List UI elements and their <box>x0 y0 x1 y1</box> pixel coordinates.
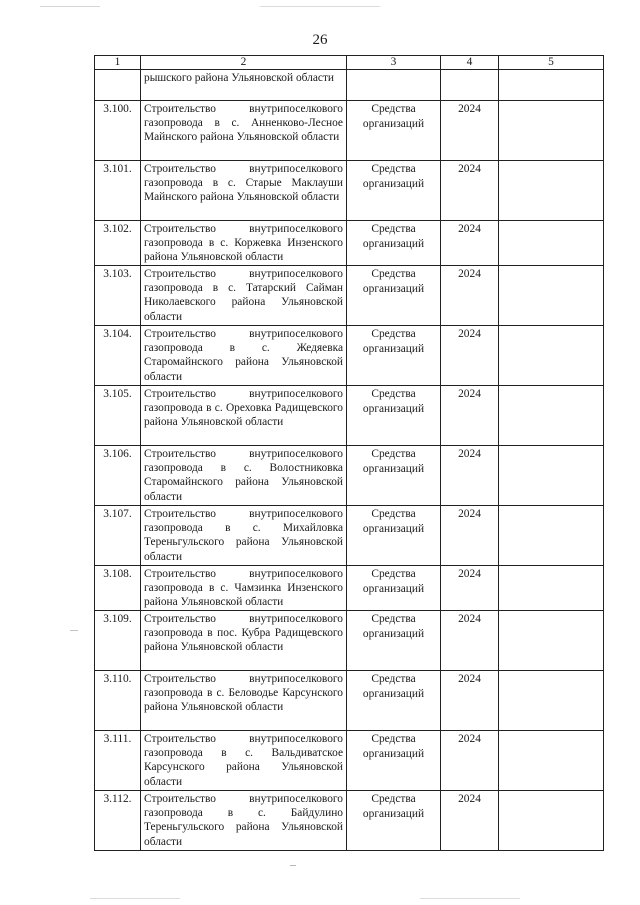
row-year: 2024 <box>441 506 499 566</box>
row-extra <box>499 611 604 671</box>
row-source: Средства организаций <box>347 386 441 446</box>
table-row <box>95 386 604 446</box>
row-year: 2024 <box>441 791 499 851</box>
header-row <box>95 56 604 70</box>
scan-speck <box>40 6 100 7</box>
program-table <box>94 55 604 851</box>
scan-speck <box>420 898 520 899</box>
row-year: 2024 <box>441 101 499 161</box>
row-year: 2024 <box>441 566 499 611</box>
row-extra <box>499 446 604 506</box>
row-source: Средства организаций <box>347 611 441 671</box>
row-description: Строительство внутрипоселкового газопровода в с. Коржевка Инзенского района Ульяновской области <box>141 221 347 266</box>
scan-speck <box>90 898 180 899</box>
row-number: 3.108. <box>95 566 141 611</box>
table-row <box>95 446 604 506</box>
row-description: Строительство внутрипоселкового газопровода в с. Вальдиватское Карсунского района Ульяновской области <box>141 731 347 791</box>
row-description: Строительство внутрипоселкового газопровода в с. Ореховка Радищевского района Ульяновской области <box>141 386 347 446</box>
row-extra <box>499 70 604 101</box>
table-row <box>95 221 604 266</box>
row-source: Средства организаций <box>347 221 441 266</box>
row-extra <box>499 221 604 266</box>
row-year: 2024 <box>441 731 499 791</box>
row-description: Строительство внутрипоселкового газопровода в с. Беловодье Карсунского района Ульяновской области <box>141 671 347 731</box>
scan-speck <box>70 630 78 631</box>
scan-speck <box>290 865 296 866</box>
column-header-5: 5 <box>499 56 604 70</box>
table-row <box>95 566 604 611</box>
row-source: Средства организаций <box>347 731 441 791</box>
row-extra <box>499 671 604 731</box>
row-year: 2024 <box>441 326 499 386</box>
row-source: Средства организаций <box>347 791 441 851</box>
row-extra <box>499 266 604 326</box>
column-header-4: 4 <box>441 56 499 70</box>
row-source: Средства организаций <box>347 671 441 731</box>
table-row <box>95 506 604 566</box>
table-row <box>95 731 604 791</box>
row-description: Строительство внутрипоселкового газопровода в пос. Кубра Радищевского района Ульяновской области <box>141 611 347 671</box>
row-extra <box>499 161 604 221</box>
table-row <box>95 101 604 161</box>
row-number: 3.102. <box>95 221 141 266</box>
row-extra <box>499 566 604 611</box>
row-description: Строительство внутрипоселкового газопровода в с. Михайловка Тереньгульского района Ульяновской области <box>141 506 347 566</box>
table-row <box>95 791 604 851</box>
row-number: 3.112. <box>95 791 141 851</box>
row-extra <box>499 506 604 566</box>
row-source: Средства организаций <box>347 506 441 566</box>
row-year: 2024 <box>441 446 499 506</box>
row-number: 3.110. <box>95 671 141 731</box>
row-description: Строительство внутрипоселкового газопровода в с. Старые Маклауши Майнского района Ульяновской области <box>141 161 347 221</box>
row-source: Средства организаций <box>347 266 441 326</box>
row-number: 3.101. <box>95 161 141 221</box>
row-number <box>95 70 141 101</box>
row-description: Строительство внутрипоселкового газопровода в с. Байдулино Тереньгульского района Ульяновской области <box>141 791 347 851</box>
row-year: 2024 <box>441 611 499 671</box>
row-source: Средства организаций <box>347 566 441 611</box>
column-header-3: 3 <box>347 56 441 70</box>
continuation-row <box>95 70 604 101</box>
table-row <box>95 326 604 386</box>
row-year: 2024 <box>441 161 499 221</box>
row-number: 3.103. <box>95 266 141 326</box>
row-source: Средства организаций <box>347 161 441 221</box>
row-extra <box>499 101 604 161</box>
page-number: 26 <box>312 32 328 48</box>
row-number: 3.111. <box>95 731 141 791</box>
column-header-2: 2 <box>141 56 347 70</box>
row-number: 3.104. <box>95 326 141 386</box>
table-row <box>95 611 604 671</box>
row-year: 2024 <box>441 671 499 731</box>
table-row <box>95 266 604 326</box>
row-number: 3.109. <box>95 611 141 671</box>
table-row <box>95 161 604 221</box>
row-year: 2024 <box>441 386 499 446</box>
table-row <box>95 671 604 731</box>
row-description: Строительство внутрипоселкового газопровода в с. Жедяевка Старомайнского района Ульяновской области <box>141 326 347 386</box>
row-description: Строительство внутрипоселкового газопровода в с. Анненково-Лесное Майнского района Ульяновской области <box>141 101 347 161</box>
column-header-1: 1 <box>95 56 141 70</box>
row-year <box>441 70 499 101</box>
row-extra <box>499 791 604 851</box>
row-description: Строительство внутрипоселкового газопровода в с. Чамзинка Инзенского района Ульяновской области <box>141 566 347 611</box>
row-description: Строительство внутрипоселкового газопровода в с. Волостниковка Старомайнского района Ульяновской области <box>141 446 347 506</box>
row-number: 3.106. <box>95 446 141 506</box>
row-source <box>347 70 441 101</box>
row-source: Средства организаций <box>347 101 441 161</box>
row-extra <box>499 326 604 386</box>
row-number: 3.105. <box>95 386 141 446</box>
row-number: 3.100. <box>95 101 141 161</box>
row-description: рышского района Ульяновской области <box>141 70 347 101</box>
row-number: 3.107. <box>95 506 141 566</box>
row-source: Средства организаций <box>347 446 441 506</box>
row-description: Строительство внутрипоселкового газопровода в с. Татарский Сайман Николаевского района Ульяновской области <box>141 266 347 326</box>
row-source: Средства организаций <box>347 326 441 386</box>
row-extra <box>499 731 604 791</box>
row-extra <box>499 386 604 446</box>
row-year: 2024 <box>441 266 499 326</box>
row-year: 2024 <box>441 221 499 266</box>
scan-speck <box>260 6 380 7</box>
